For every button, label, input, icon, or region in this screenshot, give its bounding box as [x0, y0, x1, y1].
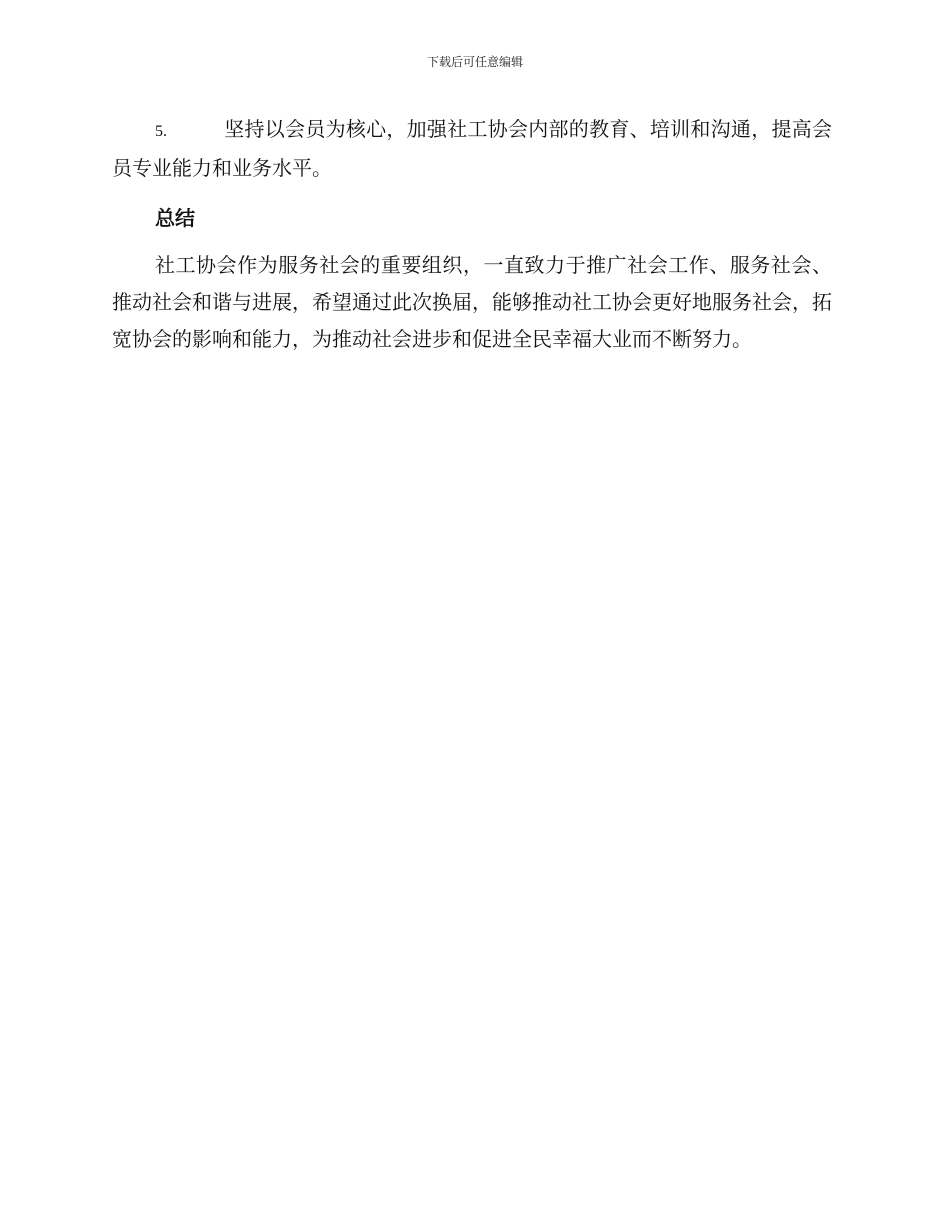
list-item-text: 坚持以会员为核心，加强社工协会内部的教育、培训和沟通，提高会员专业能力和业务水平。 — [112, 117, 832, 180]
section-heading-summary: 总结 — [155, 206, 195, 230]
summary-paragraph: 社工协会作为服务社会的重要组织，一直致力于推广社会工作、服务社会、推动社会和谐与进展，希望通过此次换届，能够推动社工协会更好地服务社会，拓宽协会的影响和能力，为推动社会进步和促进全民幸福大业而不断努力。 — [112, 253, 832, 351]
list-item-5 — [112, 111, 832, 187]
page-header: 下载后可任意编辑 — [426, 55, 523, 69]
document-body — [112, 111, 832, 358]
list-item-number: 5. — [155, 123, 167, 140]
